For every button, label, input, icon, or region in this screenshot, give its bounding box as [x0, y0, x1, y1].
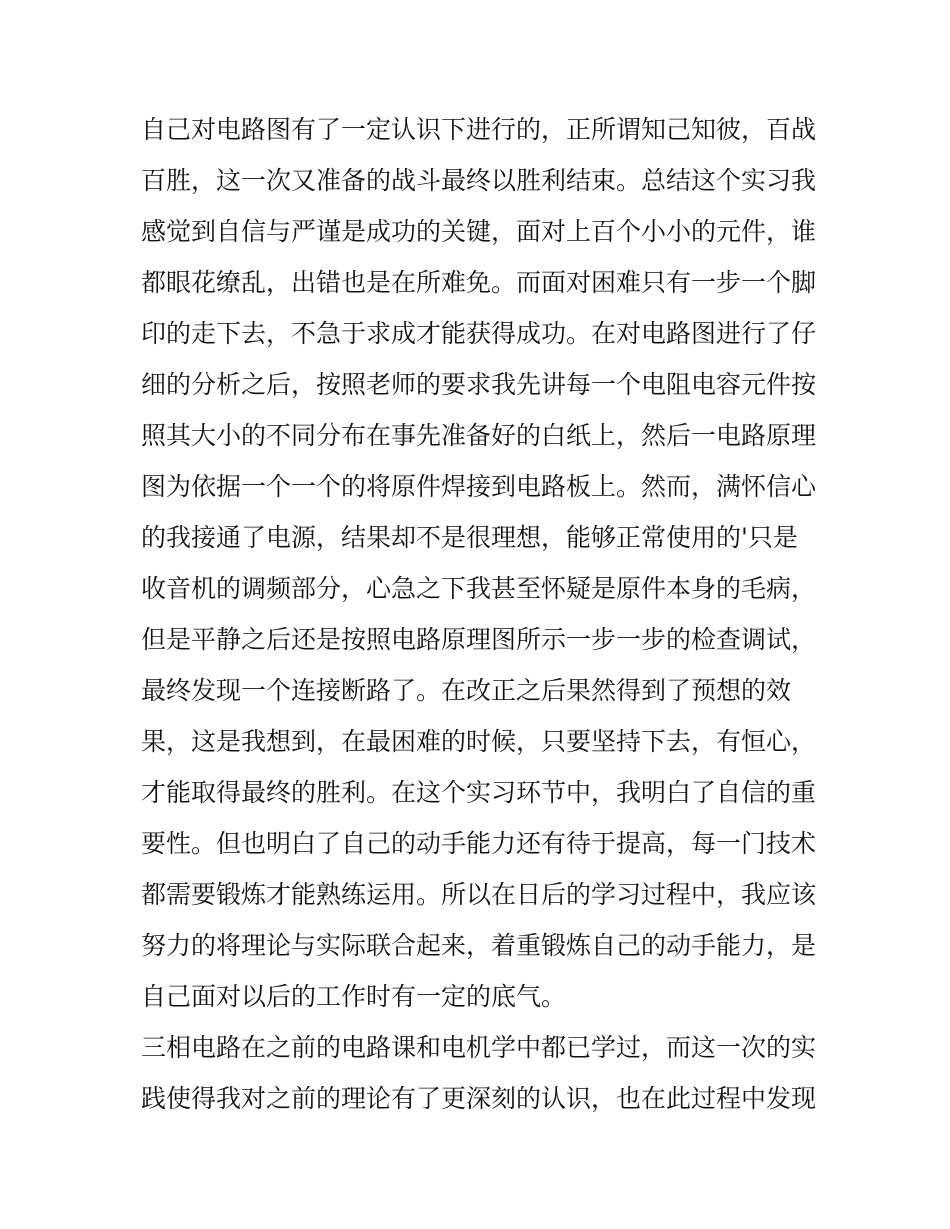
text-line: 的我接通了电源，结果却不是很理想，能够正常使用的'只是: [141, 523, 798, 552]
text-line: 要性。但也明白了自己的动手能力还有待于提高，每一门技术: [141, 829, 817, 858]
text-line: 最终发现一个连接断路了。在改正之后果然得到了预想的效: [141, 676, 792, 705]
text-line: 自己对电路图有了一定认识下进行的，正所谓知己知彼，百战: [141, 115, 817, 144]
text-line: 细的分析之后，按照老师的要求我先讲每一个电阻电容元件按: [141, 370, 817, 399]
text-line: 收音机的调频部分，心急之下我甚至怀疑是原件本身的毛病，: [141, 574, 817, 603]
text-line: 感觉到自信与严谨是成功的关键，面对上百个小小的元件，谁: [141, 217, 817, 246]
text-line: 但是平静之后还是按照电路原理图所示一步一步的检查调试，: [141, 625, 817, 654]
text-line: 都需要锻炼才能熟练运用。所以在日后的学习过程中，我应该: [141, 880, 817, 909]
text-line: 照其大小的不同分布在事先准备好的白纸上，然后一电路原理: [141, 421, 817, 450]
text-line: 果，这是我想到，在最困难的时候，只要坚持下去，有恒心，: [141, 727, 817, 756]
text-line: 践使得我对之前的理论有了更深刻的认识，也在此过程中发现: [141, 1084, 817, 1113]
text-line: 自己面对以后的工作时有一定的底气。: [141, 982, 567, 1011]
text-line: 三相电路在之前的电路课和电机学中都已学过，而这一次的实: [141, 1033, 817, 1062]
text-line: 印的走下去，不急于求成才能获得成功。在对电路图进行了仔: [141, 319, 817, 348]
text-line: 努力的将理论与实际联合起来，着重锻炼自己的动手能力，是: [141, 931, 817, 960]
text-line: 图为依据一个一个的将原件焊接到电路板上。然而，满怀信心: [141, 472, 817, 501]
text-line: 才能取得最终的胜利。在这个实习环节中，我明白了自信的重: [141, 778, 817, 807]
text-line: 都眼花缭乱，出错也是在所难免。而面对困难只有一步一个脚: [141, 268, 817, 297]
text-line: 百胜，这一次又准备的战斗最终以胜利结束。总结这个实习我: [141, 166, 817, 195]
